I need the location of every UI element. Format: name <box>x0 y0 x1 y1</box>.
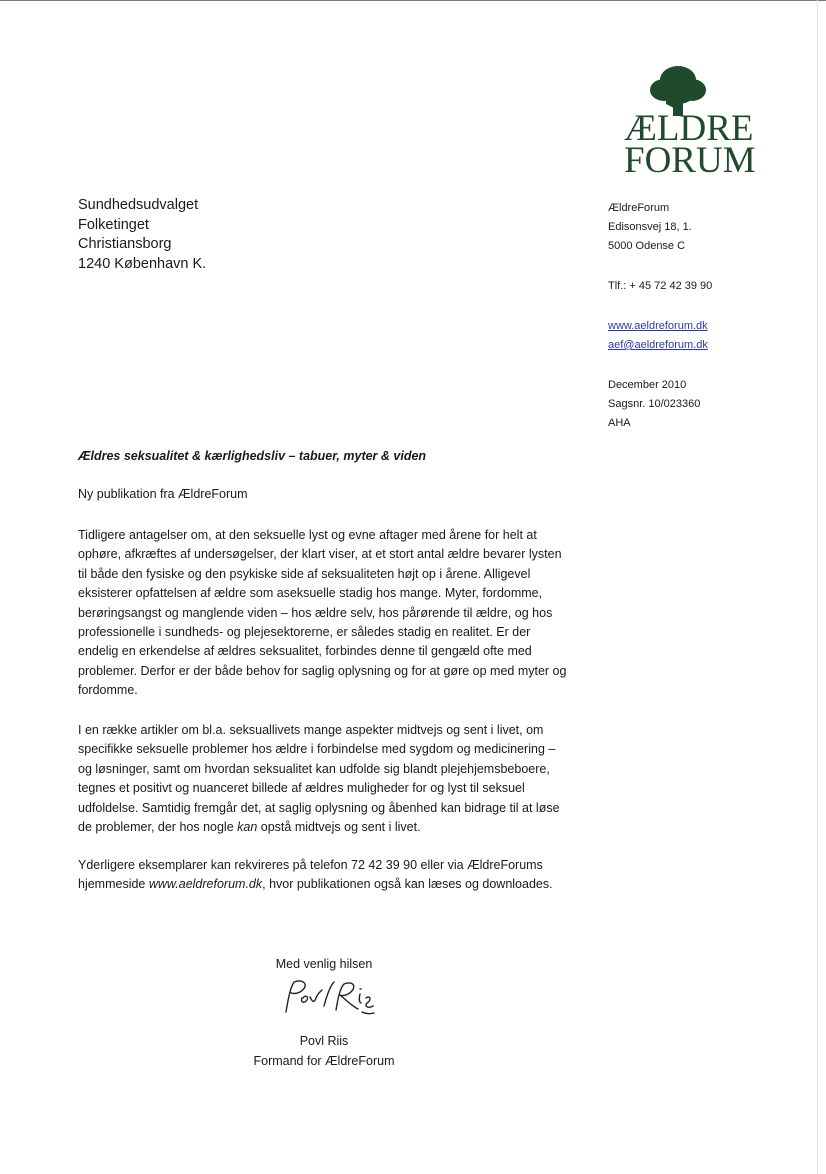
paragraph-line: berøringsangst og manglende viden – hos ældre selv, hos pårørende til ældre, og hos <box>78 605 553 620</box>
paragraph-line: Tidligere antagelser om, at den seksuelle lyst og evne aftager med årene for helt at <box>78 528 537 542</box>
paragraph-line: problemer. Derfor er der både behov for saglig oplysning og for at gøre op med myter og <box>78 663 567 678</box>
sender-city: 5000 Odense C <box>608 240 686 252</box>
paragraph-line: fordomme. <box>78 683 138 698</box>
body-paragraph-2 <box>78 721 578 837</box>
logo-text-line1: ÆLDRE <box>624 108 754 149</box>
letter-subject: Ældres seksualitet & kærlighedsliv – tabuer, myter & viden <box>78 449 427 463</box>
recipient-line: Sundhedsudvalget <box>78 197 199 213</box>
recipient-address <box>78 196 206 274</box>
paragraph-line: og løsninger, samt om hvordan seksualitet kan udfolde sig blandt plejehjemsbeboere, <box>78 761 550 776</box>
logo-text-line2: FORUM <box>624 140 756 181</box>
line-text: opstå midtvejs og sent i livet. <box>257 820 421 835</box>
signatory-name: Povl Riis <box>299 1034 349 1048</box>
recipient-line: 1240 København K. <box>78 255 207 272</box>
letter-date: December 2010 <box>608 379 687 391</box>
paragraph-line: I en række artikler om bl.a. seksuallivets mange aspekter midtvejs og sent i livet, om <box>78 723 544 737</box>
closing-greeting: Med venlig hilsen <box>275 957 373 971</box>
case-number: Sagsnr. 10/023360 <box>608 398 701 410</box>
letter-lead: Ny publikation fra ÆldreForum <box>78 487 248 501</box>
email-link[interactable]: aef@aeldreforum.dk <box>608 339 708 351</box>
initials: AHA <box>608 417 631 429</box>
paragraph-line <box>78 875 578 894</box>
line-text: de problemer, der hos nogle <box>78 820 238 835</box>
body-paragraph-1 <box>78 526 578 701</box>
paragraph-line: ophøre, afkræftes af undersøgelser, der klart viser, at et stort antal ældre bevarer lysten <box>78 547 562 562</box>
recipient-line: Christiansborg <box>78 236 172 252</box>
paragraph-line: endelig en erkendelse af ældres seksualitet, forbindes denne til gengæld ofte med <box>78 644 532 659</box>
website-reference: www.aeldreforum.dk <box>148 877 263 892</box>
emphasis-text: kan <box>237 820 258 835</box>
recipient-line: Folketinget <box>78 216 149 233</box>
scan-edge-right <box>817 0 818 1174</box>
body-paragraph-3 <box>78 856 578 895</box>
line-text: , hvor publikationen også kan læses og downloades. <box>262 877 553 892</box>
handwritten-signature <box>274 976 384 1020</box>
line-text: hjemmeside <box>78 877 149 892</box>
paragraph-line: tegnes et positivt og nuanceret billede af ældres muligheder for og lyst til seksuel <box>78 781 525 796</box>
signatory-title: Formand for ÆldreForum <box>253 1054 395 1068</box>
sender-org: ÆldreForum <box>608 202 670 214</box>
paragraph-line: professionelle i sundheds- og plejesektorerne, er således stadig en realitet. Er der <box>78 625 531 640</box>
sender-info <box>608 199 712 433</box>
paragraph-line: til både den fysiske og den psykiske side af seksualiteten højt op i årene. Alligevel <box>78 566 531 581</box>
paragraph-line: Yderligere eksemplarer kan rekvireres på telefon 72 42 39 90 eller via ÆldreForums <box>78 858 543 872</box>
paragraph-line: udfoldelse. Samtidig fremgår det, at saglig oplysning og åbenhed kan bidrage til at løse <box>78 800 560 815</box>
website-link[interactable]: www.aeldreforum.dk <box>608 320 708 332</box>
aeldreforum-logo <box>622 66 758 181</box>
sender-street: Edisonsvej 18, 1. <box>608 221 692 233</box>
sender-phone: Tlf.: + 45 72 42 39 90 <box>608 280 713 292</box>
paragraph-line: specifikke seksuelle problemer hos ældre i forbindelse med sygdom og medicinering – <box>78 742 556 757</box>
scan-edge-top <box>0 0 826 1</box>
paragraph-line: eksisterer opfattelsen af ældre som aseksuelle stadig hos mange. Myter, fordomme, <box>78 586 543 601</box>
paragraph-line <box>78 818 578 837</box>
